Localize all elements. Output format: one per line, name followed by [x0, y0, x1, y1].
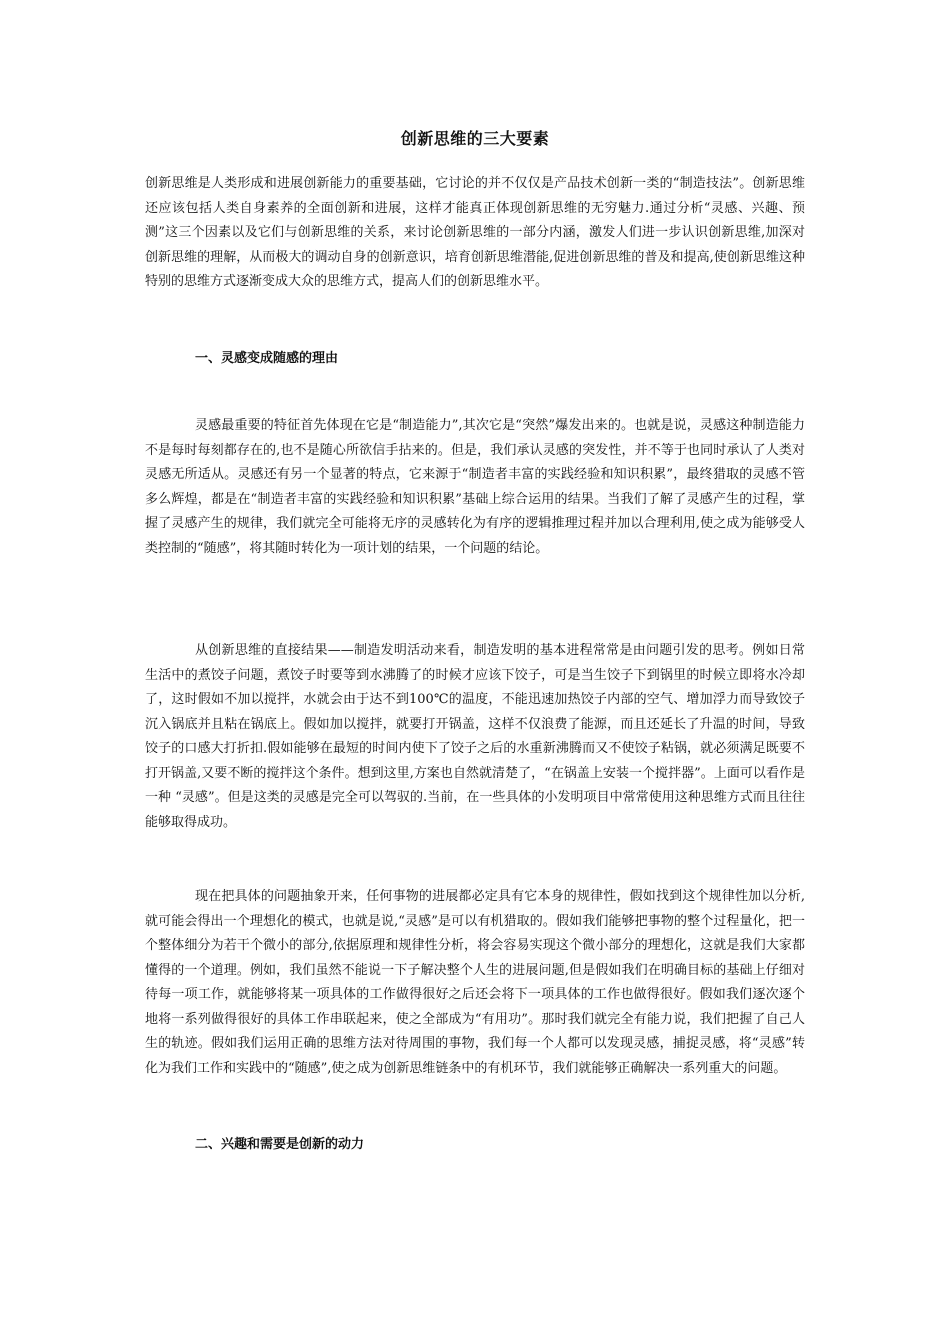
section-heading-1: 一、灵感变成随感的理由: [195, 351, 339, 366]
body-paragraph-3: 现在把具体的问题抽象开来，任何事物的进展都必定具有它本身的规律性，假如找到这个规律性加以分析,就可能会得出一个理想化的模式，也就是说,“灵感”是可以有机猎取的。假如我们能够把事物的整个过程量化，把一个整体细分为若干个微小的部分,依据原理和规律性分析，将会容易实现这个微小部分的理想化，这就是我们大家都懂得的一个道理。例如，我们虽然不能说一下子解决整个人生的进展问题,但是假如我们在明确目标的基础上仔细对待每一项工作，就能够将某一项具体的工作做得很好之后还会将下一项具体的工作也做得很好。假如我们逐次逐个地将一系列做得很好的具体工作串联起来，使之全部成为“有用功”。那时我们就完全有能力说，我们把握了自己人生的轨迹。假如我们运用正确的思维方法对待周围的事物，我们每一个人都可以发现灵感，捕捉灵感，将“灵感”转化为我们工作和实践中的“随感”,使之成为创新思维链条中的有机环节，我们就能够正确解决一系列重大的问题。: [145, 889, 805, 1076]
body-paragraph-2: 从创新思维的直接结果——制造发明活动来看，制造发明的基本进程常常是由问题引发的思考。例如日常生活中的煮饺子问题，煮饺子时要等到水沸腾了的时候才应该下饺子，可是当生饺子下到锅里的时候立即将水冷却了，这时假如不加以搅拌，水就会由于达不到100℃的温度，不能迅速加热饺子内部的空气、增加浮力而导致饺子沉入锅底并且粘在锅底上。假如加以搅拌，就要打开锅盖，这样不仅浪费了能源，而且还延长了升温的时间，导致饺子的口感大打折扣.假如能够在最短的时间内使下了饺子之后的水重新沸腾而又不使饺子粘锅，就必须满足既要不打开锅盖,又要不断的搅拌这个条件。想到这里,方案也自然就清楚了，“在锅盖上安装一个搅拌器”。上面可以看作是一种 “灵感”。但是这类的灵感是完全可以驾驭的.当前，在一些具体的小发明项目中常常使用这种思维方式而且往往能够取得成功。: [145, 643, 805, 830]
section-heading-2: 二、兴趣和需要是创新的动力: [195, 1137, 365, 1152]
intro-paragraph: 创新思维是人类形成和进展创新能力的重要基础，它讨论的并不仅仅是产品技术创新一类的“制造技法”。创新思维还应该包括人类自身素养的全面创新和进展，这样才能真正体现创新思维的无穷魅力.通过分析“灵感、兴趣、预测”这三个因素以及它们与创新思维的关系，来讨论创新思维的一部分内涵，激发人们进一步认识创新思维,加深对创新思维的理解，从而极大的调动自身的创新意识，培育创新思维潜能,促进创新思维的普及和提高,使创新思维这种特别的思维方式逐渐变成大众的思维方式，提高人们的创新思维水平。: [145, 176, 805, 289]
body-paragraph-1: 灵感最重要的特征首先体现在它是“制造能力”,其次它是“突然”爆发出来的。也就是说，灵感这种制造能力不是每时每刻都存在的,也不是随心所欲信手拈来的。但是，我们承认灵感的突发性，并不等于也同时承认了人类对灵感无所适从。灵感还有另一个显著的特点，它来源于“制造者丰富的实践经验和知识积累”，最终猎取的灵感不管多么辉煌，都是在“制造者丰富的实践经验和知识积累”基础上综合运用的结果。当我们了解了灵感产生的过程，掌握了灵感产生的规律，我们就完全可能将无序的灵感转化为有序的逻辑推理过程并加以合理利用,使之成为能够受人类控制的“随感”，将其随时转化为一项计划的结果，一个问题的结论。: [145, 418, 805, 556]
document-title: 创新思维的三大要素: [400, 129, 550, 148]
